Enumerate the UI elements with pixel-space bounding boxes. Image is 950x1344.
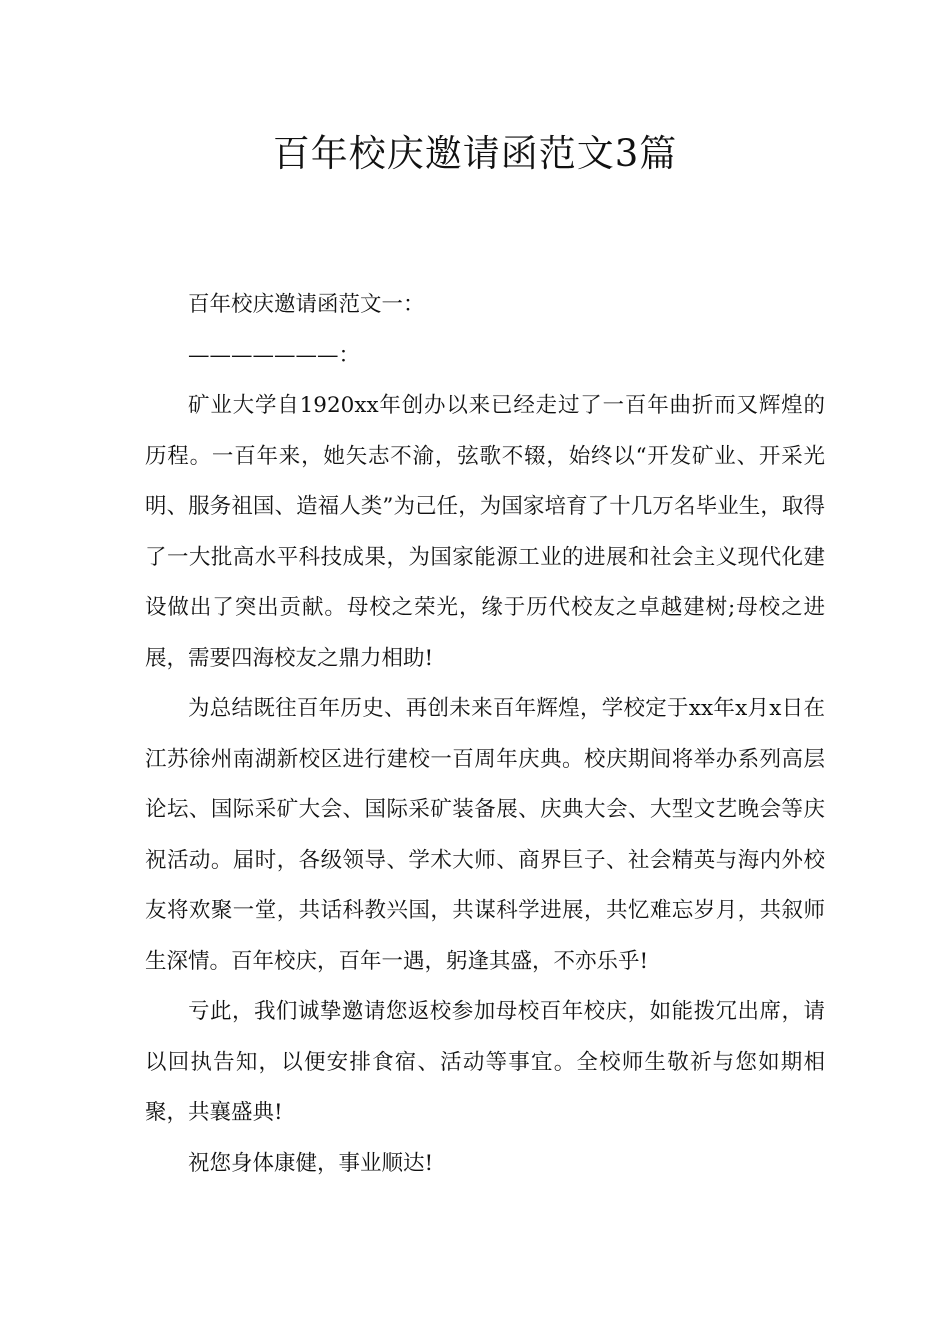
salutation-line: ———————： <box>188 342 361 368</box>
body-paragraph: 矿业大学自1920xx年创办以来已经走过了一百年曲折而又辉煌的历程。一百年来，她矢志不渝，弦歌不辍，始终以“开发矿业、开采光明、服务祖国、造福人类”为己任，为国家培育了十几万名毕业生，取得了一大批高水平科技成果，为国家能源工业的进展和社会主义现代化建设做出了突出贡献。母校之荣光，缘于历代校友之卓越建树;母校之进展，需要四海校友之鼎力相助! <box>145 393 825 671</box>
body-paragraph: 为总结既往百年历史、再创未来百年辉煌，学校定于xx年x月x日在江苏徐州南湖新校区进行建校一百周年庆典。校庆期间将举办系列高层论坛、国际采矿大会、国际采矿装备展、庆典大会、大型文艺晚会等庆祝活动。届时，各级领导、学术大师、商界巨子、社会精英与海内外校友将欢聚一堂，共话科教兴国，共谋科学进展，共忆难忘岁月，共叙师生深情。百年校庆，百年一遇，躬逢其盛，不亦乐乎! <box>145 696 825 974</box>
section-heading: 百年校庆邀请函范文一： <box>188 292 425 317</box>
closing-line: 祝您身体康健，事业顺达! <box>188 1150 434 1176</box>
body-paragraph: 亏此，我们诚挚邀请您返校参加母校百年校庆，如能拨冗出席，请以回执告知，以便安排食宿、活动等事宜。全校师生敬祈与您如期相聚，共襄盛典! <box>145 999 825 1125</box>
document-title: 百年校庆邀请函范文3篇 <box>272 132 678 175</box>
document-body <box>145 280 825 1189</box>
